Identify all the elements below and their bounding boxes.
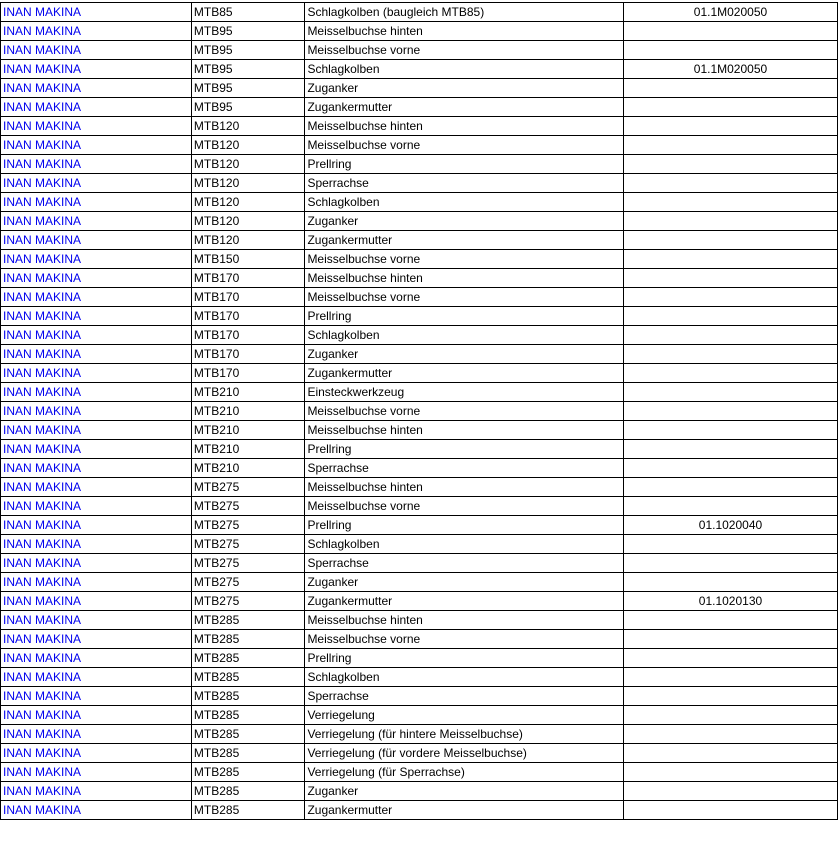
model-cell: MTB120	[191, 193, 305, 212]
model-cell: MTB285	[191, 801, 305, 820]
part-number-cell	[623, 763, 837, 782]
part-number-cell	[623, 801, 837, 820]
part-name-cell: Zugankermutter	[305, 364, 624, 383]
manufacturer-cell[interactable]: INAN MAKINA	[1, 212, 192, 231]
manufacturer-cell[interactable]: INAN MAKINA	[1, 269, 192, 288]
part-number-cell	[623, 611, 837, 630]
part-number-cell	[623, 22, 837, 41]
part-name-cell: Verriegelung (für Sperrachse)	[305, 763, 624, 782]
manufacturer-cell[interactable]: INAN MAKINA	[1, 136, 192, 155]
part-number-cell	[623, 269, 837, 288]
table-row	[1, 364, 838, 383]
model-cell: MTB120	[191, 117, 305, 136]
part-number-cell	[623, 573, 837, 592]
part-number-cell	[623, 706, 837, 725]
part-name-cell: Sperrachse	[305, 687, 624, 706]
manufacturer-cell[interactable]: INAN MAKINA	[1, 117, 192, 136]
part-name-cell: Sperrachse	[305, 174, 624, 193]
model-cell: MTB285	[191, 744, 305, 763]
manufacturer-cell[interactable]: INAN MAKINA	[1, 725, 192, 744]
part-name-cell: Verriegelung (für vordere Meisselbuchse)	[305, 744, 624, 763]
model-cell: MTB120	[191, 231, 305, 250]
model-cell: MTB275	[191, 554, 305, 573]
model-cell: MTB120	[191, 155, 305, 174]
part-name-cell: Zuganker	[305, 782, 624, 801]
model-cell: MTB285	[191, 763, 305, 782]
part-number-cell	[623, 630, 837, 649]
part-number-cell	[623, 649, 837, 668]
part-number-cell	[623, 117, 837, 136]
model-cell: MTB285	[191, 687, 305, 706]
part-name-cell: Zugankermutter	[305, 592, 624, 611]
table-row	[1, 79, 838, 98]
part-name-cell: Prellring	[305, 307, 624, 326]
manufacturer-cell[interactable]: INAN MAKINA	[1, 3, 192, 22]
part-number-cell	[623, 345, 837, 364]
part-name-cell: Schlagkolben	[305, 668, 624, 687]
part-number-cell	[623, 79, 837, 98]
part-name-cell: Zuganker	[305, 573, 624, 592]
manufacturer-cell[interactable]: INAN MAKINA	[1, 763, 192, 782]
part-name-cell: Meisselbuchse hinten	[305, 611, 624, 630]
part-name-cell: Meisselbuchse hinten	[305, 421, 624, 440]
model-cell: MTB285	[191, 611, 305, 630]
part-name-cell: Meisselbuchse vorne	[305, 136, 624, 155]
model-cell: MTB170	[191, 364, 305, 383]
table-row	[1, 516, 838, 535]
part-name-cell: Schlagkolben (baugleich MTB85)	[305, 3, 624, 22]
model-cell: MTB170	[191, 269, 305, 288]
manufacturer-cell[interactable]: INAN MAKINA	[1, 98, 192, 117]
manufacturer-cell[interactable]: INAN MAKINA	[1, 573, 192, 592]
model-cell: MTB170	[191, 288, 305, 307]
manufacturer-cell[interactable]: INAN MAKINA	[1, 307, 192, 326]
table-row	[1, 60, 838, 79]
model-cell: MTB285	[191, 706, 305, 725]
part-number-cell	[623, 98, 837, 117]
model-cell: MTB210	[191, 402, 305, 421]
part-name-cell: Meisselbuchse hinten	[305, 117, 624, 136]
model-cell: MTB170	[191, 307, 305, 326]
manufacturer-cell[interactable]: INAN MAKINA	[1, 421, 192, 440]
model-cell: MTB275	[191, 573, 305, 592]
parts-table-body	[1, 3, 838, 820]
table-row	[1, 212, 838, 231]
manufacturer-cell[interactable]: INAN MAKINA	[1, 782, 192, 801]
part-name-cell: Verriegelung (für hintere Meisselbuchse)	[305, 725, 624, 744]
part-name-cell: Zuganker	[305, 212, 624, 231]
manufacturer-cell[interactable]: INAN MAKINA	[1, 744, 192, 763]
manufacturer-cell[interactable]: INAN MAKINA	[1, 326, 192, 345]
table-row	[1, 22, 838, 41]
part-number-cell	[623, 288, 837, 307]
table-row	[1, 668, 838, 687]
part-number-cell	[623, 668, 837, 687]
part-name-cell: Schlagkolben	[305, 535, 624, 554]
part-name-cell: Zuganker	[305, 345, 624, 364]
table-row	[1, 744, 838, 763]
table-row	[1, 155, 838, 174]
part-name-cell: Schlagkolben	[305, 193, 624, 212]
table-row	[1, 136, 838, 155]
manufacturer-cell[interactable]: INAN MAKINA	[1, 250, 192, 269]
parts-table	[0, 2, 838, 820]
table-row	[1, 535, 838, 554]
part-name-cell: Meisselbuchse hinten	[305, 269, 624, 288]
table-row	[1, 421, 838, 440]
manufacturer-cell[interactable]: INAN MAKINA	[1, 41, 192, 60]
part-name-cell: Schlagkolben	[305, 60, 624, 79]
part-name-cell: Prellring	[305, 440, 624, 459]
model-cell: MTB170	[191, 345, 305, 364]
model-cell: MTB275	[191, 516, 305, 535]
part-number-cell	[623, 212, 837, 231]
part-number-cell	[623, 402, 837, 421]
model-cell: MTB95	[191, 22, 305, 41]
model-cell: MTB120	[191, 174, 305, 193]
model-cell: MTB275	[191, 497, 305, 516]
manufacturer-cell[interactable]: INAN MAKINA	[1, 497, 192, 516]
part-name-cell: Schlagkolben	[305, 326, 624, 345]
manufacturer-cell[interactable]: INAN MAKINA	[1, 554, 192, 573]
part-number-cell	[623, 231, 837, 250]
part-name-cell: Meisselbuchse vorne	[305, 41, 624, 60]
table-row	[1, 554, 838, 573]
table-row	[1, 801, 838, 820]
model-cell: MTB95	[191, 98, 305, 117]
model-cell: MTB210	[191, 421, 305, 440]
manufacturer-cell[interactable]: INAN MAKINA	[1, 383, 192, 402]
part-name-cell: Prellring	[305, 516, 624, 535]
manufacturer-cell[interactable]: INAN MAKINA	[1, 79, 192, 98]
part-name-cell: Einsteckwerkzeug	[305, 383, 624, 402]
manufacturer-cell[interactable]: INAN MAKINA	[1, 402, 192, 421]
part-name-cell: Meisselbuchse vorne	[305, 630, 624, 649]
part-name-cell: Meisselbuchse vorne	[305, 288, 624, 307]
part-number-cell	[623, 725, 837, 744]
part-name-cell: Verriegelung	[305, 706, 624, 725]
manufacturer-cell[interactable]: INAN MAKINA	[1, 288, 192, 307]
table-row	[1, 687, 838, 706]
part-number-cell	[623, 497, 837, 516]
manufacturer-cell[interactable]: INAN MAKINA	[1, 801, 192, 820]
manufacturer-cell[interactable]: INAN MAKINA	[1, 611, 192, 630]
model-cell: MTB85	[191, 3, 305, 22]
part-number-cell	[623, 326, 837, 345]
manufacturer-cell[interactable]: INAN MAKINA	[1, 592, 192, 611]
manufacturer-cell[interactable]: INAN MAKINA	[1, 193, 192, 212]
manufacturer-cell[interactable]: INAN MAKINA	[1, 478, 192, 497]
table-row	[1, 231, 838, 250]
model-cell: MTB275	[191, 592, 305, 611]
manufacturer-cell[interactable]: INAN MAKINA	[1, 364, 192, 383]
manufacturer-cell[interactable]: INAN MAKINA	[1, 60, 192, 79]
part-name-cell: Meisselbuchse hinten	[305, 22, 624, 41]
part-number-cell	[623, 174, 837, 193]
model-cell: MTB210	[191, 459, 305, 478]
part-number-cell	[623, 250, 837, 269]
part-name-cell: Sperrachse	[305, 459, 624, 478]
table-row	[1, 478, 838, 497]
table-row	[1, 307, 838, 326]
table-row	[1, 326, 838, 345]
table-row	[1, 763, 838, 782]
part-name-cell: Meisselbuchse vorne	[305, 402, 624, 421]
part-name-cell: Zuganker	[305, 79, 624, 98]
model-cell: MTB95	[191, 79, 305, 98]
model-cell: MTB120	[191, 212, 305, 231]
table-row	[1, 41, 838, 60]
table-row	[1, 402, 838, 421]
part-number-cell	[623, 459, 837, 478]
manufacturer-cell[interactable]: INAN MAKINA	[1, 630, 192, 649]
part-number-cell	[623, 193, 837, 212]
part-number-cell	[623, 364, 837, 383]
manufacturer-cell[interactable]: INAN MAKINA	[1, 440, 192, 459]
model-cell: MTB210	[191, 383, 305, 402]
table-row	[1, 345, 838, 364]
part-number-cell	[623, 744, 837, 763]
part-number-cell: 01.1M020050	[623, 60, 837, 79]
manufacturer-cell[interactable]: INAN MAKINA	[1, 345, 192, 364]
manufacturer-cell[interactable]: INAN MAKINA	[1, 706, 192, 725]
part-name-cell: Prellring	[305, 155, 624, 174]
table-row	[1, 725, 838, 744]
part-number-cell	[623, 554, 837, 573]
table-row	[1, 649, 838, 668]
manufacturer-cell[interactable]: INAN MAKINA	[1, 174, 192, 193]
table-row	[1, 250, 838, 269]
manufacturer-cell[interactable]: INAN MAKINA	[1, 459, 192, 478]
part-number-cell	[623, 307, 837, 326]
part-number-cell	[623, 478, 837, 497]
table-row	[1, 630, 838, 649]
part-number-cell	[623, 155, 837, 174]
manufacturer-cell[interactable]: INAN MAKINA	[1, 231, 192, 250]
table-row	[1, 573, 838, 592]
table-row	[1, 98, 838, 117]
part-number-cell: 01.1020040	[623, 516, 837, 535]
model-cell: MTB275	[191, 535, 305, 554]
table-row	[1, 440, 838, 459]
table-row	[1, 383, 838, 402]
part-name-cell: Meisselbuchse vorne	[305, 250, 624, 269]
part-number-cell	[623, 136, 837, 155]
part-number-cell	[623, 440, 837, 459]
model-cell: MTB120	[191, 136, 305, 155]
part-name-cell: Zugankermutter	[305, 801, 624, 820]
part-number-cell	[623, 41, 837, 60]
table-row	[1, 459, 838, 478]
manufacturer-cell[interactable]: INAN MAKINA	[1, 516, 192, 535]
table-row	[1, 288, 838, 307]
table-row	[1, 193, 838, 212]
model-cell: MTB285	[191, 630, 305, 649]
table-row	[1, 3, 838, 22]
part-number-cell	[623, 687, 837, 706]
part-name-cell: Meisselbuchse hinten	[305, 478, 624, 497]
model-cell: MTB170	[191, 326, 305, 345]
part-number-cell: 01.1020130	[623, 592, 837, 611]
part-number-cell	[623, 782, 837, 801]
table-row	[1, 782, 838, 801]
model-cell: MTB95	[191, 41, 305, 60]
model-cell: MTB285	[191, 668, 305, 687]
model-cell: MTB285	[191, 649, 305, 668]
part-number-cell	[623, 383, 837, 402]
part-name-cell: Sperrachse	[305, 554, 624, 573]
table-row	[1, 269, 838, 288]
manufacturer-cell[interactable]: INAN MAKINA	[1, 668, 192, 687]
model-cell: MTB285	[191, 782, 305, 801]
model-cell: MTB150	[191, 250, 305, 269]
manufacturer-cell[interactable]: INAN MAKINA	[1, 22, 192, 41]
model-cell: MTB285	[191, 725, 305, 744]
table-row	[1, 497, 838, 516]
table-row	[1, 592, 838, 611]
model-cell: MTB95	[191, 60, 305, 79]
model-cell: MTB275	[191, 478, 305, 497]
part-name-cell: Meisselbuchse vorne	[305, 497, 624, 516]
table-row	[1, 117, 838, 136]
part-number-cell: 01.1M020050	[623, 3, 837, 22]
manufacturer-cell[interactable]: INAN MAKINA	[1, 155, 192, 174]
part-name-cell: Zugankermutter	[305, 231, 624, 250]
table-row	[1, 174, 838, 193]
part-name-cell: Zugankermutter	[305, 98, 624, 117]
table-row	[1, 611, 838, 630]
table-row	[1, 706, 838, 725]
part-number-cell	[623, 421, 837, 440]
manufacturer-cell[interactable]: INAN MAKINA	[1, 649, 192, 668]
part-number-cell	[623, 535, 837, 554]
model-cell: MTB210	[191, 440, 305, 459]
manufacturer-cell[interactable]: INAN MAKINA	[1, 687, 192, 706]
manufacturer-cell[interactable]: INAN MAKINA	[1, 535, 192, 554]
part-name-cell: Prellring	[305, 649, 624, 668]
